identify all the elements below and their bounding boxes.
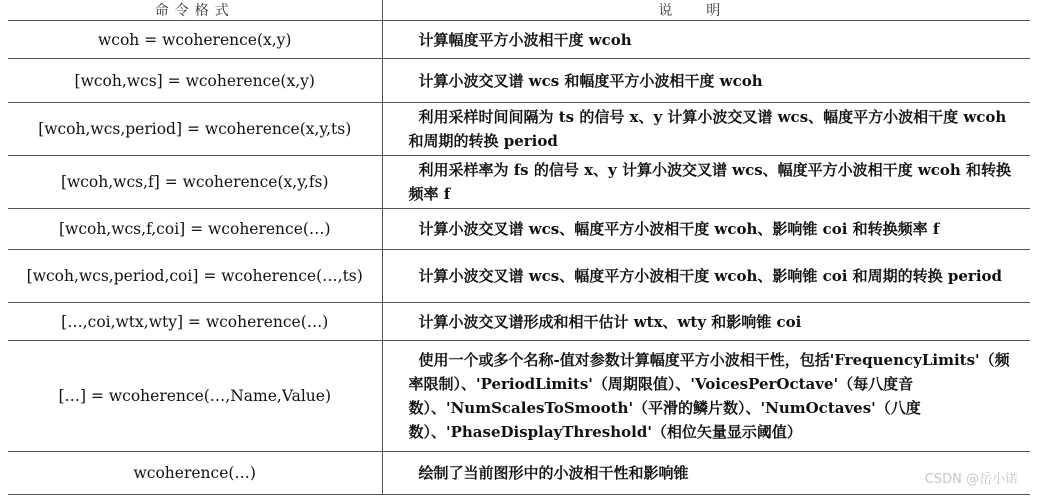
table-row — [8, 59, 1030, 103]
table-row — [8, 452, 1030, 495]
description-cell: 利用采样率为 fs 的信号 x、y 计算小波交叉谱 wcs、幅度平方小波相干度 wcoh 和转换频率 f — [382, 156, 1030, 209]
table-row — [8, 250, 1030, 303]
csdn-watermark: CSDN @岳小诺 — [924, 472, 1018, 487]
description-cell: 计算小波交叉谱 wcs 和幅度平方小波相干度 wcoh — [382, 59, 1030, 103]
description-cell: 计算小波交叉谱形成和相干估计 wtx、wty 和影响锥 coi — [382, 303, 1030, 341]
command-cell: wcoh = wcoherence(x,y) — [8, 21, 382, 59]
command-cell: [wcoh,wcs,period] = wcoherence(x,y,ts) — [8, 103, 382, 156]
header-command-format: 命令格式 — [8, 0, 382, 21]
table-row — [8, 341, 1030, 452]
description-cell: 绘制了当前图形中的小波相干性和影响锥 — [382, 452, 1030, 495]
command-cell: […] = wcoherence(…,Name,Value) — [8, 341, 382, 452]
table-row — [8, 103, 1030, 156]
table-row — [8, 303, 1030, 341]
command-cell: [wcoh,wcs] = wcoherence(x,y) — [8, 59, 382, 103]
table-row — [8, 21, 1030, 59]
command-cell: [wcoh,wcs,f] = wcoherence(x,y,fs) — [8, 156, 382, 209]
description-cell: 计算小波交叉谱 wcs、幅度平方小波相干度 wcoh、影响锥 coi 和转换频率 f — [382, 209, 1030, 250]
description-cell: 使用一个或多个名称-值对参数计算幅度平方小波相干性，包括'FrequencyLimits'（频率限制）、'PeriodLimits'（周期限值）、'VoicesPerOctave'（每八度音数）、'NumScalesToSmooth'（平滑的鳞片数）、'NumOctaves'（八度数）、'PhaseDisplayThreshold'（相位矢量显示阈值） — [382, 341, 1030, 452]
command-cell: wcoherence(…) — [8, 452, 382, 495]
table-header-row — [8, 0, 1030, 21]
description-cell: 计算小波交叉谱 wcs、幅度平方小波相干度 wcoh、影响锥 coi 和周期的转换 period — [382, 250, 1030, 303]
command-cell: [wcoh,wcs,f,coi] = wcoherence(…) — [8, 209, 382, 250]
table-row — [8, 209, 1030, 250]
command-reference-table — [8, 0, 1030, 495]
description-cell: 利用采样时间间隔为 ts 的信号 x、y 计算小波交叉谱 wcs、幅度平方小波相干度 wcoh 和周期的转换 period — [382, 103, 1030, 156]
command-cell: […,coi,wtx,wty] = wcoherence(…) — [8, 303, 382, 341]
table-row — [8, 156, 1030, 209]
description-cell: 计算幅度平方小波相干度 wcoh — [382, 21, 1030, 59]
header-description: 说明 — [382, 0, 1030, 21]
command-cell: [wcoh,wcs,period,coi] = wcoherence(…,ts) — [8, 250, 382, 303]
